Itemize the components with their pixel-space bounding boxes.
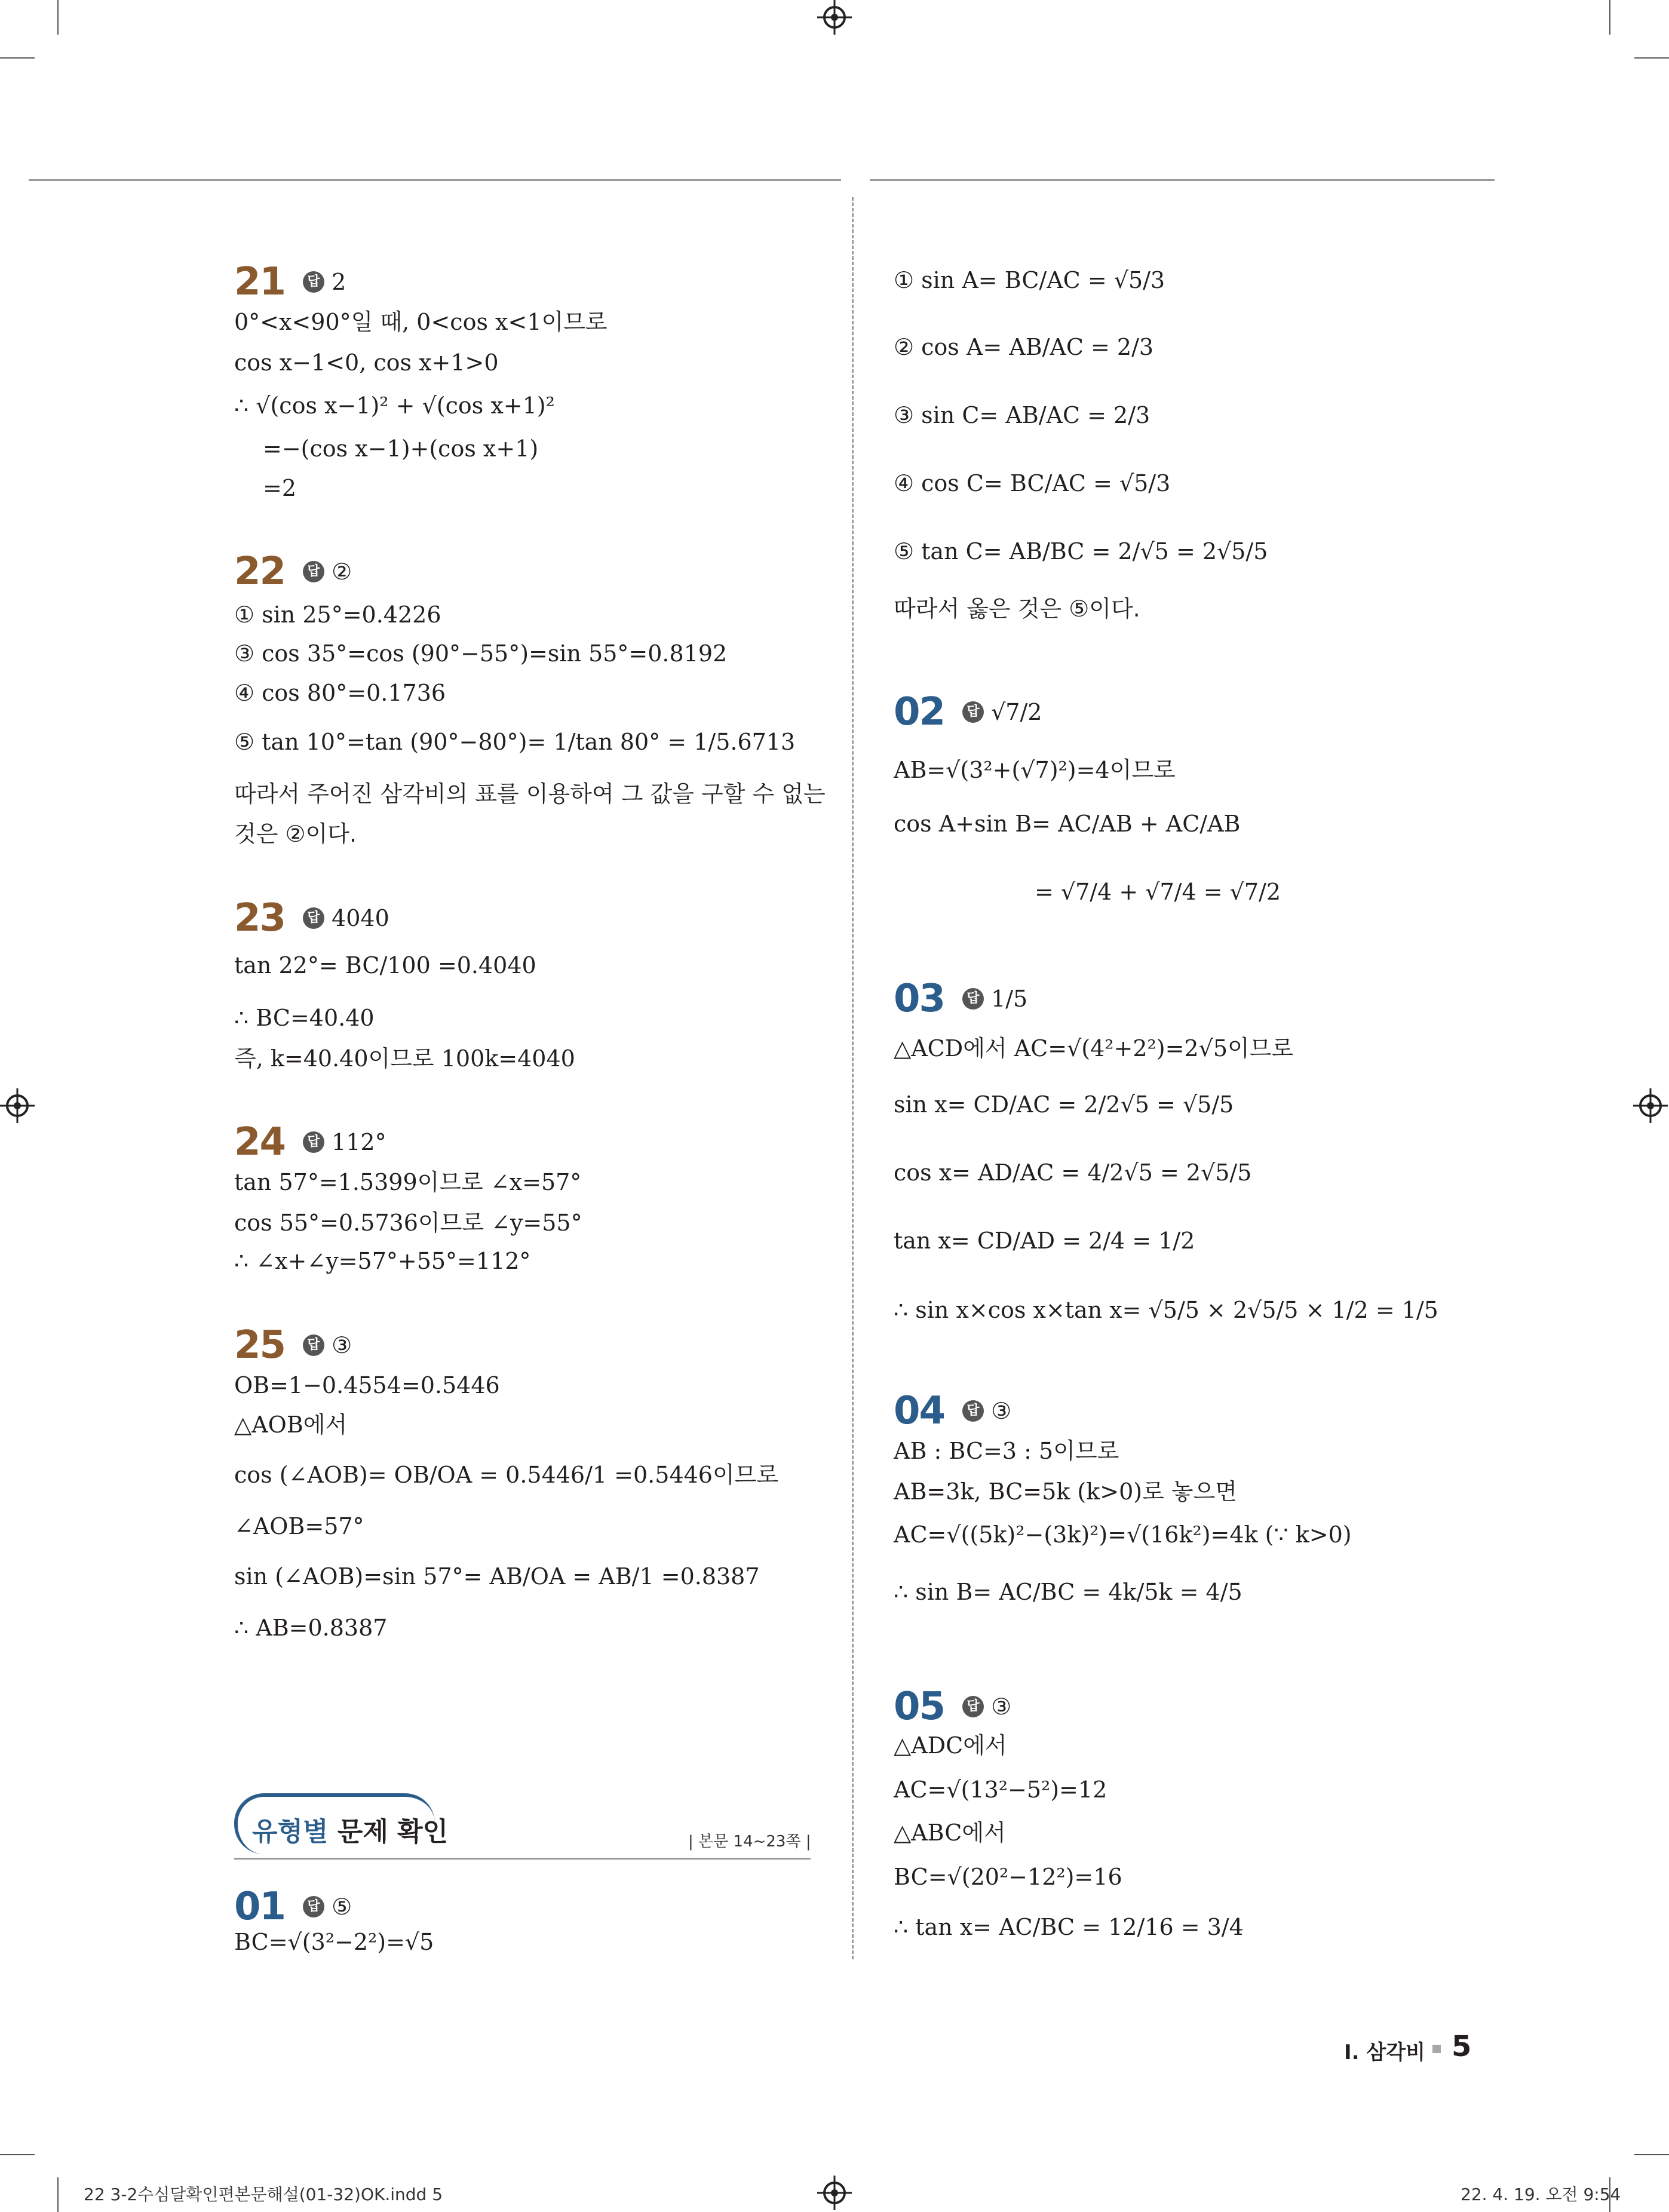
answer-icon: 답 (962, 1696, 984, 1717)
solution-line: cos x−1<0, cos x+1>0 (234, 349, 499, 376)
solution-line: ∴ √(cos x−1)² + √(cos x+1)² (234, 392, 555, 419)
answer-value: 1/5 (991, 986, 1028, 1012)
solution-line: ② cos A= AB/AC = 2/3 (894, 334, 1154, 360)
solution-line: ④ cos 80°=0.1736 (234, 680, 446, 706)
solution-line: cos x= AD/AC = 4/2√5 = 2√5/5 (894, 1159, 1252, 1186)
solution-line: ① sin 25°=0.4226 (234, 602, 441, 628)
crop-mark (0, 2154, 35, 2155)
problem-number: 04 (894, 1389, 945, 1433)
solution-line: AC=√(13²−5²)=12 (894, 1777, 1107, 1803)
answer-value: √7/2 (991, 699, 1042, 725)
solution-line: ⑤ tan 10°=tan (90°−80°)= 1/tan 80° = 1/5.6713 (234, 729, 796, 755)
top-frame-line-right (870, 179, 1495, 181)
answer-value: ⑤ (332, 1894, 352, 1920)
section-underline (234, 1858, 811, 1860)
solution-line: ∴ tan x= AC/BC = 12/16 = 3/4 (894, 1914, 1244, 1940)
answer-icon: 답 (962, 701, 984, 723)
answer-value: 2 (332, 269, 346, 295)
solution-line: ∴ AB=0.8387 (234, 1615, 388, 1641)
problem-number: 03 (894, 977, 945, 1021)
solution-line: ⑤ tan C= AB/BC = 2/√5 = 2√5/5 (894, 538, 1268, 564)
solution-line: sin (∠AOB)=sin 57°= AB/OA = AB/1 =0.8387 (234, 1563, 760, 1590)
problem-number: 24 (234, 1120, 286, 1164)
column-divider (852, 197, 854, 1959)
problem-number: 21 (234, 260, 286, 304)
solution-line: ∠AOB=57° (234, 1513, 364, 1539)
answer-icon: 답 (303, 907, 324, 929)
problem-number: 25 (234, 1323, 286, 1367)
solution-line: ∴ sin B= AC/BC = 4k/5k = 4/5 (894, 1579, 1242, 1605)
crop-mark (57, 0, 59, 35)
chapter-label: I. 삼각비 (1344, 2041, 1425, 2064)
crop-mark (1634, 57, 1669, 59)
solution-line: tan 57°=1.5399이므로 ∠x=57° (234, 1169, 582, 1195)
solution-line: 0°<x<90°일 때, 0<cos x<1이므로 (234, 309, 608, 335)
answer-value: 112° (332, 1129, 386, 1155)
solution-line: △ABC에서 (894, 1820, 1006, 1846)
section-title-highlight: 유형별 (252, 1817, 329, 1847)
registration-mark-right (1639, 1094, 1662, 1117)
answer-icon: 답 (303, 561, 324, 582)
problem-number: 05 (894, 1685, 945, 1729)
top-frame-line-left (29, 179, 841, 181)
answer-value: 4040 (332, 905, 389, 931)
answer-icon: 답 (303, 271, 324, 293)
print-timestamp: 22. 4. 19. 오전 9:54 (1461, 2185, 1621, 2204)
section-page-ref: | 본문 14~23쪽 | (688, 1833, 811, 1851)
solution-line: BC=√(3²−2²)=√5 (234, 1929, 434, 1955)
registration-mark-bottom (823, 2182, 846, 2204)
answer-icon: 답 (962, 1400, 984, 1422)
section-title (252, 1810, 448, 1848)
solution-line: 것은 ②이다. (234, 821, 357, 847)
problem-number: 22 (234, 550, 286, 594)
crop-mark (0, 57, 35, 59)
solution-line: sin x= CD/AC = 2/2√5 = √5/5 (894, 1091, 1234, 1118)
solution-line: ∴ sin x×cos x×tan x= √5/5 × 2√5/5 × 1/2 = 1/5 (894, 1297, 1438, 1323)
solution-line: BC=√(20²−12²)=16 (894, 1864, 1122, 1890)
crop-mark (1634, 2154, 1669, 2155)
file-name: 22 3-2수심달확인편본문해설(01-32)OK.indd 5 (84, 2185, 443, 2204)
solution-line: OB=1−0.4554=0.5446 (234, 1372, 500, 1398)
registration-mark-top (823, 6, 846, 29)
separator-square (1432, 2045, 1441, 2053)
solution-line: 즉, k=40.40이므로 100k=4040 (234, 1045, 575, 1072)
solution-line: ③ cos 35°=cos (90°−55°)=sin 55°=0.8192 (234, 640, 728, 667)
solution-line: =2 (263, 475, 297, 501)
answer-icon: 답 (303, 1896, 324, 1918)
solution-line: 따라서 옳은 것은 ⑤이다. (894, 596, 1140, 622)
problem-number: 02 (894, 690, 945, 734)
crop-mark (57, 2177, 59, 2212)
solution-line: AB=√(3²+(√7)²)=4이므로 (894, 757, 1176, 783)
solution-line: cos A+sin B= AC/AB + AC/AB (894, 811, 1241, 837)
solution-line: △AOB에서 (234, 1412, 348, 1438)
solution-line: 따라서 주어진 삼각비의 표를 이용하여 그 값을 구할 수 없는 (234, 781, 826, 807)
problem-number: 01 (234, 1885, 286, 1929)
solution-line: tan 22°= BC/100 =0.4040 (234, 952, 536, 978)
solution-line: = √7/4 + √7/4 = √7/2 (1035, 879, 1281, 905)
solution-line: =−(cos x−1)+(cos x+1) (263, 435, 539, 462)
solution-line: cos (∠AOB)= OB/OA = 0.5446/1 =0.5446이므로 (234, 1462, 779, 1488)
section-title-rest: 문제 확인 (337, 1817, 449, 1847)
solution-line: ① sin A= BC/AC = √5/3 (894, 267, 1165, 293)
solution-line: AB : BC=3 : 5이므로 (894, 1438, 1119, 1464)
problem-number: 23 (234, 896, 286, 940)
solution-line: tan x= CD/AD = 2/4 = 1/2 (894, 1228, 1195, 1254)
crop-mark (1609, 0, 1610, 35)
answer-value: ③ (991, 1693, 1012, 1720)
solution-line: cos 55°=0.5736이므로 ∠y=55° (234, 1210, 582, 1236)
answer-icon: 답 (303, 1334, 324, 1356)
answer-value: ③ (332, 1332, 352, 1358)
solution-line: ③ sin C= AB/AC = 2/3 (894, 402, 1150, 428)
answer-value: ③ (991, 1398, 1012, 1424)
solution-line: AC=√((5k)²−(3k)²)=√(16k²)=4k (∵ k>0) (894, 1521, 1352, 1548)
solution-line: ∴ BC=40.40 (234, 1005, 375, 1031)
answer-icon: 답 (303, 1131, 324, 1153)
solution-line: AB=3k, BC=5k (k>0)로 놓으면 (894, 1478, 1238, 1505)
solution-line: ④ cos C= BC/AC = √5/3 (894, 470, 1171, 496)
solution-line: ∴ ∠x+∠y=57°+55°=112° (234, 1248, 531, 1274)
solution-line: △ADC에서 (894, 1732, 1007, 1759)
answer-value: ② (332, 559, 352, 585)
answer-icon: 답 (962, 988, 984, 1010)
page-number: 5 (1452, 2030, 1472, 2063)
solution-line: △ACD에서 AC=√(4²+2²)=2√5이므로 (894, 1035, 1294, 1061)
registration-mark-left (6, 1094, 29, 1117)
